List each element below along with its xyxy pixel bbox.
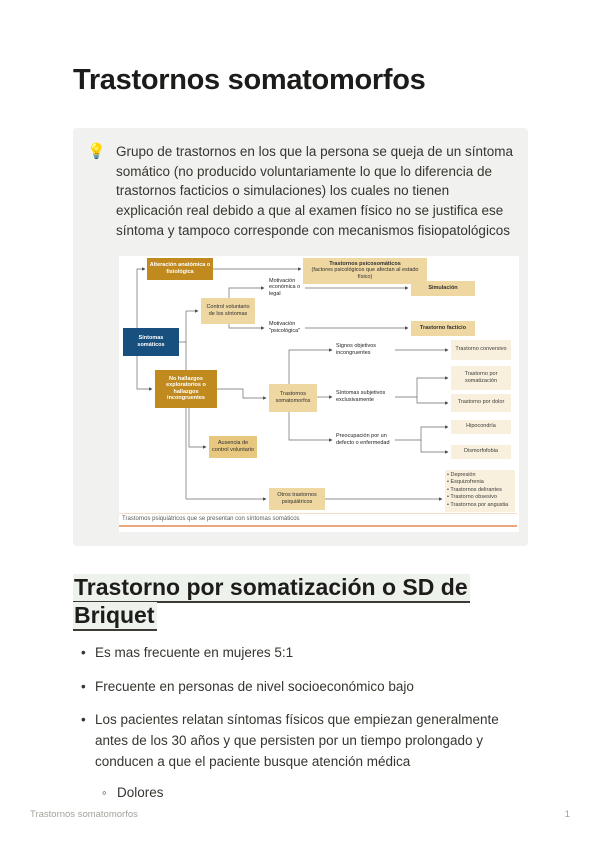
node-simulacion: Simulación	[411, 281, 475, 296]
label-preocupacion-defecto: Preocupación por un defecto o enfermedad	[336, 433, 390, 446]
node-no-hallazgos: No hallazgos exploratorios o hallazgos incongruentes	[155, 370, 217, 408]
bullet-list	[73, 643, 528, 803]
node-trastornos-somatomorfos: Trastornos somatomorfos	[269, 384, 317, 412]
page-title: Trastornos somatomorfos	[73, 64, 426, 96]
node-otros-list	[445, 470, 515, 512]
bullet-item: • Frecuente en personas de nivel socioeconómico bajo	[73, 677, 528, 698]
callout-body	[109, 142, 519, 532]
footer-title: Trastornos somatomorfos	[30, 809, 138, 820]
flowchart	[119, 256, 519, 532]
bullet-item	[73, 710, 528, 803]
label-sintomas-subjetivos: Síntomas subjetivos exclusivamente	[336, 390, 386, 403]
node-dismorfofobia: Dismorfofobia	[451, 445, 511, 459]
flowchart-caption: Trastornos psiquiátricos que se presentan con síntomas somáticos	[119, 513, 517, 527]
bullet-text: Los pacientes relatan síntomas físicos que empiezan generalmente antes de los 30 años y que persisten por un tiempo prolongado y conducen a que el paciente busque atención médica	[95, 712, 499, 769]
sub-bullet-item: ◦ Dolores	[95, 783, 528, 804]
node-sintomas-somaticos: Síntomas somáticos	[123, 328, 179, 356]
section-heading	[73, 573, 528, 631]
label-motivacion-economica: Motivación económica o legal	[269, 277, 301, 297]
node-psicosomaticos-sub: (factores psicológicos que afectan al estado físico)	[311, 267, 419, 280]
footer-page-number: 1	[564, 809, 570, 820]
flowchart-image	[119, 256, 519, 532]
callout-text: Grupo de trastornos en los que la persona se queja de un síntoma somático (no producido voluntariamente lo que lo diferencia de trastornos facticios o simulaciones) los cuales no tienen explicación real debido a que al examen físico no se justifica ese síntoma y tampoco corresponde con mecanismos fisiopatológicos	[116, 144, 514, 238]
label-signos-objetivos: Signos objetivos incongruentes	[336, 343, 377, 356]
callout	[73, 128, 528, 546]
bullet-item: • Es mas frecuente en mujeres 5:1	[73, 643, 528, 664]
list-item: • Depresión	[447, 472, 476, 479]
node-otros-trastornos: Otros trastornos psiquiátricos	[269, 488, 325, 510]
page-footer	[30, 809, 570, 820]
node-hipocondria: Hipocondría	[451, 420, 511, 434]
list-item: • Trastorno obsesivo	[447, 494, 497, 501]
node-trastorno-conversivo: Trastorno conversivo	[451, 340, 511, 360]
node-control-voluntario: Control voluntario de los síntomas	[201, 298, 255, 324]
section-heading-text: Trastorno por somatización o SD de Briquet	[73, 574, 470, 632]
node-trastorno-dolor: Trastorno por dolor	[451, 394, 511, 412]
list-item: • Trastornos delirantes	[447, 487, 502, 494]
list-item: • Trastornos por angustia	[447, 502, 508, 509]
node-alteracion-anatomica: Alteración anatómica o fisiológica	[147, 258, 213, 280]
node-trastorno-somatizacion: Trastorno por somatización	[451, 366, 511, 390]
node-trastorno-facticio: Trastorno facticio	[411, 321, 475, 336]
node-psicosomaticos-title: Trastornos psicosomáticos	[329, 260, 401, 267]
list-item: • Esquizofrenia	[447, 479, 484, 486]
node-ausencia-control: Ausencia de control voluntario	[209, 436, 257, 458]
lightbulb-icon: 💡	[87, 143, 106, 160]
label-motivacion-psicologica: Motivación "psicológica"	[269, 321, 301, 334]
node-trastornos-psicosomaticos	[303, 258, 427, 284]
sub-bullet-list	[95, 783, 528, 804]
